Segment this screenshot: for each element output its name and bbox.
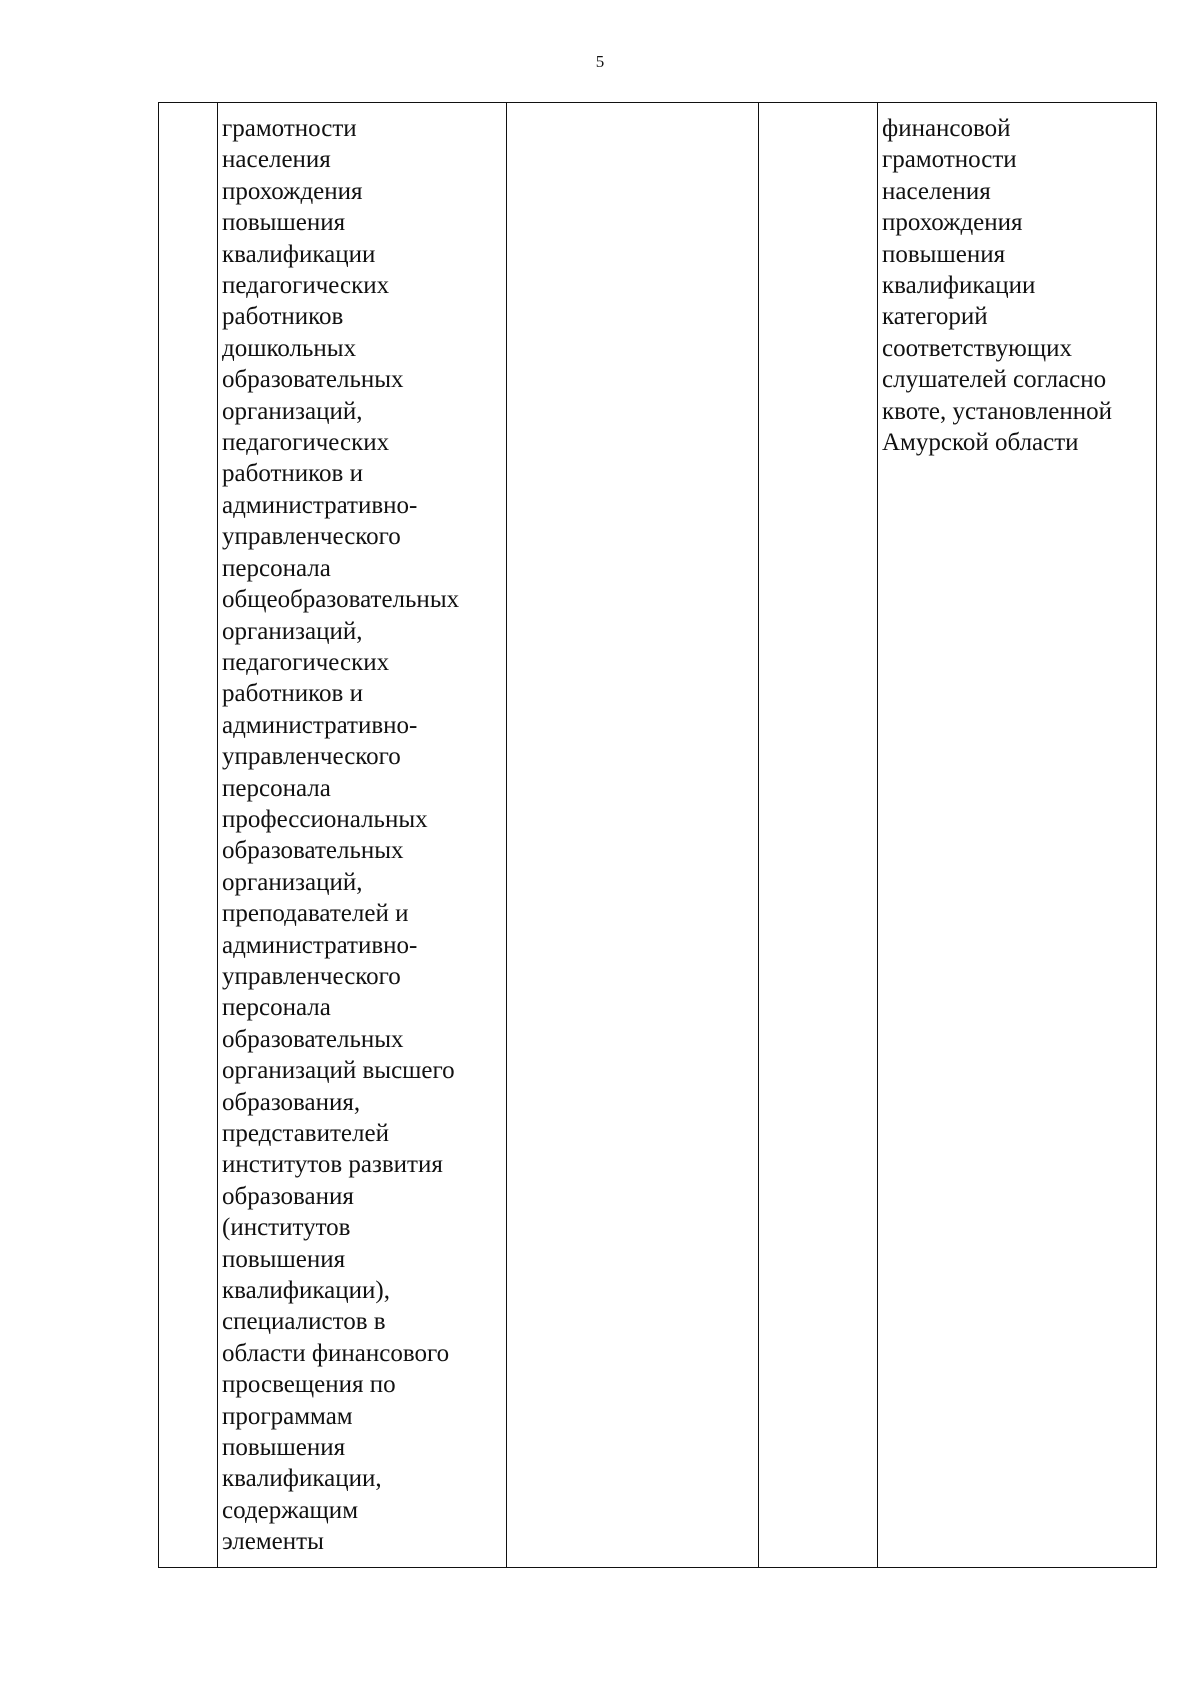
- cell-text: финансовой грамотности населения прохождения повышения квалификации категорий соответствующих слушателей согласно квоте, установленной Амурской области: [882, 115, 1112, 457]
- table-cell-empty-2: [759, 103, 878, 1567]
- document-table: [158, 102, 1157, 1568]
- cell-text: [159, 103, 217, 113]
- cell-text: грамотности населения прохождения повышения квалификации педагогических работников дошкольных образовательных организаций, педагогических работников и административно- управленческого персонала общеобразовательных организаций, педагогических работников и административно- управленческого персонала профессиональных образовательных организаций, преподавателей и административно- управленческого персонала образовательных организаций высшего образования, представителей институтов развития образования (институтов повышения квалификации), специалистов в области финансового просвещения по программам повышения квалификации, содержащим элементы: [222, 115, 460, 1556]
- table-cell-number: [159, 103, 218, 1567]
- table-cell-activity: [218, 103, 507, 1567]
- table-cell-result: [878, 103, 1156, 1567]
- page-number: 5: [595, 52, 605, 71]
- cell-text: [759, 103, 877, 113]
- cell-text: [507, 103, 758, 113]
- table-cell-empty-1: [507, 103, 759, 1567]
